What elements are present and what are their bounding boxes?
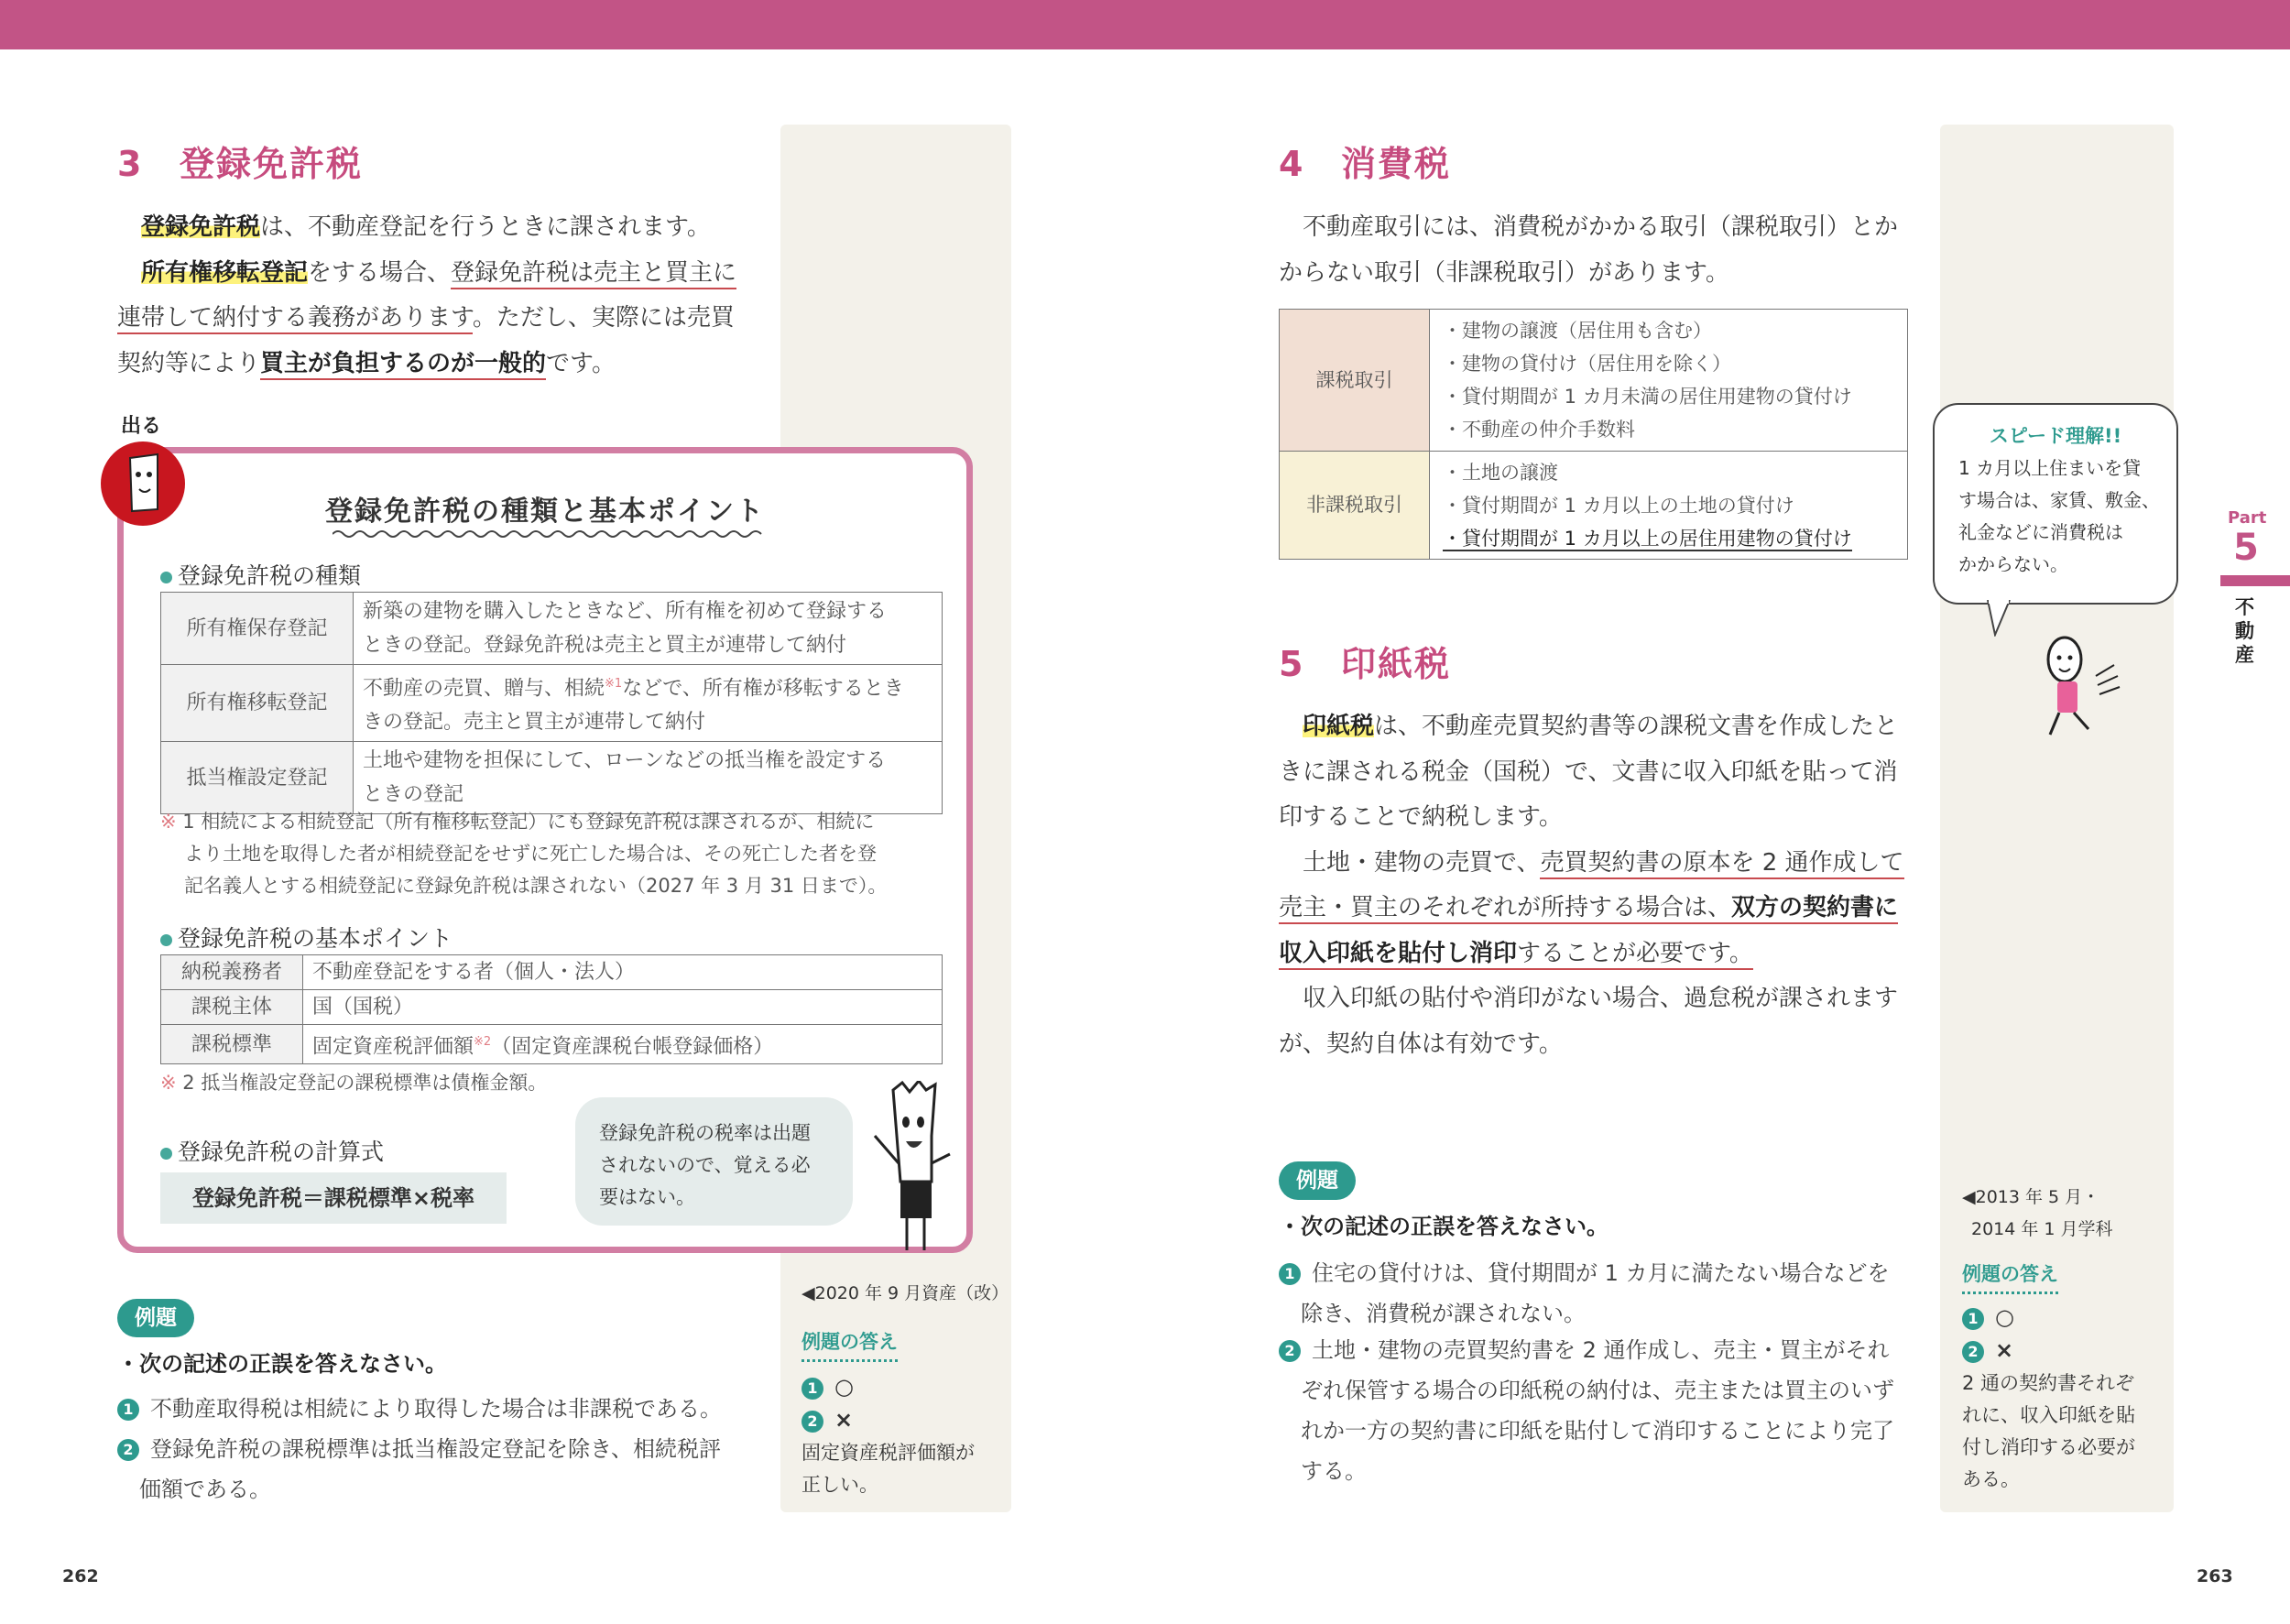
- consumption-tax-table: [1279, 309, 1908, 560]
- right-answer-panel: ◀2013 年 5 月・ 2014 年 1 月学科 例題の答え 1 ○ 2 × 2 通の契約書それぞ れに、収入印紙を貼 付し消印する必要が ある。: [1962, 1187, 2135, 1490]
- table-row: 納税義務者 不動産登記をする者（個人・法人）: [161, 955, 943, 990]
- badge-character-icon: [97, 438, 189, 529]
- example-tag: 例題: [117, 1299, 194, 1337]
- bubble-tail-icon: [1986, 600, 2013, 637]
- page-number-left: 262: [62, 1566, 99, 1586]
- note-2: ※ 2 抵当権設定登記の課税標準は債権金額。: [160, 1072, 548, 1094]
- types-table: [160, 592, 943, 814]
- example-item-2: 2 登録免許税の課税標準は抵当権設定登記を除き、相続税評 価額である。: [117, 1429, 777, 1510]
- badge-frequent: 出る: [97, 410, 198, 526]
- speed-tip-bubble: スピード理解!! 1 カ月以上住まいを貸 す場合は、家賃、敷金、 礼金などに消費税は かからない。: [1933, 403, 2178, 605]
- points-table: [160, 954, 943, 1064]
- calc-heading: 登録免許税の計算式: [160, 1134, 384, 1167]
- section-4-text: 不動産取引には、消費税がかかる取引（課税取引）とか からない取引（非課税取引）があります。: [1279, 213, 1899, 287]
- tip-bubble: 登録免許税の税率は出題 されないので、覚える必 要はない。: [575, 1097, 853, 1226]
- left-answer-panel: ◀2020 年 9 月資産（改） 例題の答え 1 ○ 2 × 固定資産税評価額が 正しい。: [802, 1283, 1009, 1496]
- formula-box: 登録免許税＝課税標準×税率: [160, 1172, 507, 1224]
- section-5-heading: 5 印紙税: [1279, 644, 1452, 684]
- table-row: 課税標準 固定資産税評価額$^{※2}$（固定資産課税台帳登録価格）: [161, 1025, 943, 1064]
- example-item-2: 2 土地・建物の売買契約書を 2 通作成し、売主・買主がそれ ぞれ保管する場合の印紙税の納付は、売主または買主のいず れか一方の契約書に印紙を貼付して消印することにより完了 する。: [1279, 1330, 1938, 1491]
- mascot-character-icon: [866, 1081, 957, 1255]
- example-instruction: ・次の記述の正誤を答えなさい。: [117, 1351, 447, 1377]
- page-number-right: 263: [2197, 1566, 2233, 1586]
- wavy-underline: [333, 529, 763, 540]
- note-1: ※ 1 相続による相続登記（所有権移転登記）にも登録免許税は課されるが、相続に より土地を取得した者が相続登記をせずに死亡した場合は、その死亡した者を登 記名義人とする相続登記に登録免許税は課されない（2027 年 3 月 31 日まで）。: [160, 811, 888, 897]
- section-4-heading: 4 消費税: [1279, 144, 1452, 184]
- table-row: 課税主体 国（国税）: [161, 990, 943, 1025]
- example-item-1: 1 不動産取得税は相続により取得した場合は非課税である。: [117, 1389, 777, 1429]
- table-row: 課税取引 ・建物の譲渡（居住用も含む） ・建物の貸付け（居住用を除く） ・貸付期間が 1 カ月未満の居住用建物の貸付け ・不動産の仲介手数料: [1280, 310, 1908, 452]
- box-title: 登録免許税の種類と基本ポイント: [325, 496, 765, 528]
- key-points-box: [117, 447, 973, 1253]
- example-item-1: 1 住宅の貸付けは、貸付期間が 1 カ月に満たない場合などを 除き、消費税が課されない。: [1279, 1253, 1938, 1334]
- part-tab: Part 5 不動産: [2220, 508, 2290, 667]
- table-row: 非課税取引 ・土地の譲渡 ・貸付期間が 1 カ月以上の土地の貸付け ・貸付期間が 1 カ月以上の居住用建物の貸付け: [1280, 452, 1908, 560]
- section-3-intro: 登録免許税は、不動産登記を行うときに課されます。 所有権移転登記をする場合、登録免許税は売主と買主に 連帯して納付する義務があります。ただし、実際には売買 契約等により買主が負担するのが一般的です。: [117, 205, 758, 387]
- running-character-icon: [2032, 632, 2132, 737]
- section-5-text: 印紙税は、不動産売買契約書等の課税文書を作成したと きに課される税金（国税）で、文書に収入印紙を貼って消 印することで納税します。 土地・建物の売買で、売買契約書の原本を 2 通作成して 売主・買主のそれぞれが所持する場合は、双方の契約書に 収入印紙を貼付し消印することが必要です。 収入印紙の貼付や消印がない場合、過怠税が課されます が、契約自体は有効です。: [1279, 713, 1904, 1058]
- table-row: 所有権移転登記 不動産の売買、贈与、相続$^{※1}$などで、所有権が移転するとき きの登記。売主と買主が連帯して納付: [161, 665, 943, 742]
- points-heading: 登録免許税の基本ポイント: [160, 921, 453, 954]
- types-heading: 登録免許税の種類: [160, 558, 361, 591]
- section-3-heading: 3 登録免許税: [117, 144, 364, 184]
- table-row: 抵当権設定登記 土地や建物を担保にして、ローンなどの抵当権を設定する ときの登記: [161, 742, 943, 814]
- table-row: 所有権保存登記 新築の建物を購入したときなど、所有権を初めて登録する ときの登記。登録免許税は売主と買主が連帯して納付: [161, 593, 943, 665]
- example-instruction: ・次の記述の正誤を答えなさい。: [1279, 1214, 1608, 1239]
- header-bar: [0, 0, 2290, 49]
- example-tag: 例題: [1279, 1161, 1356, 1200]
